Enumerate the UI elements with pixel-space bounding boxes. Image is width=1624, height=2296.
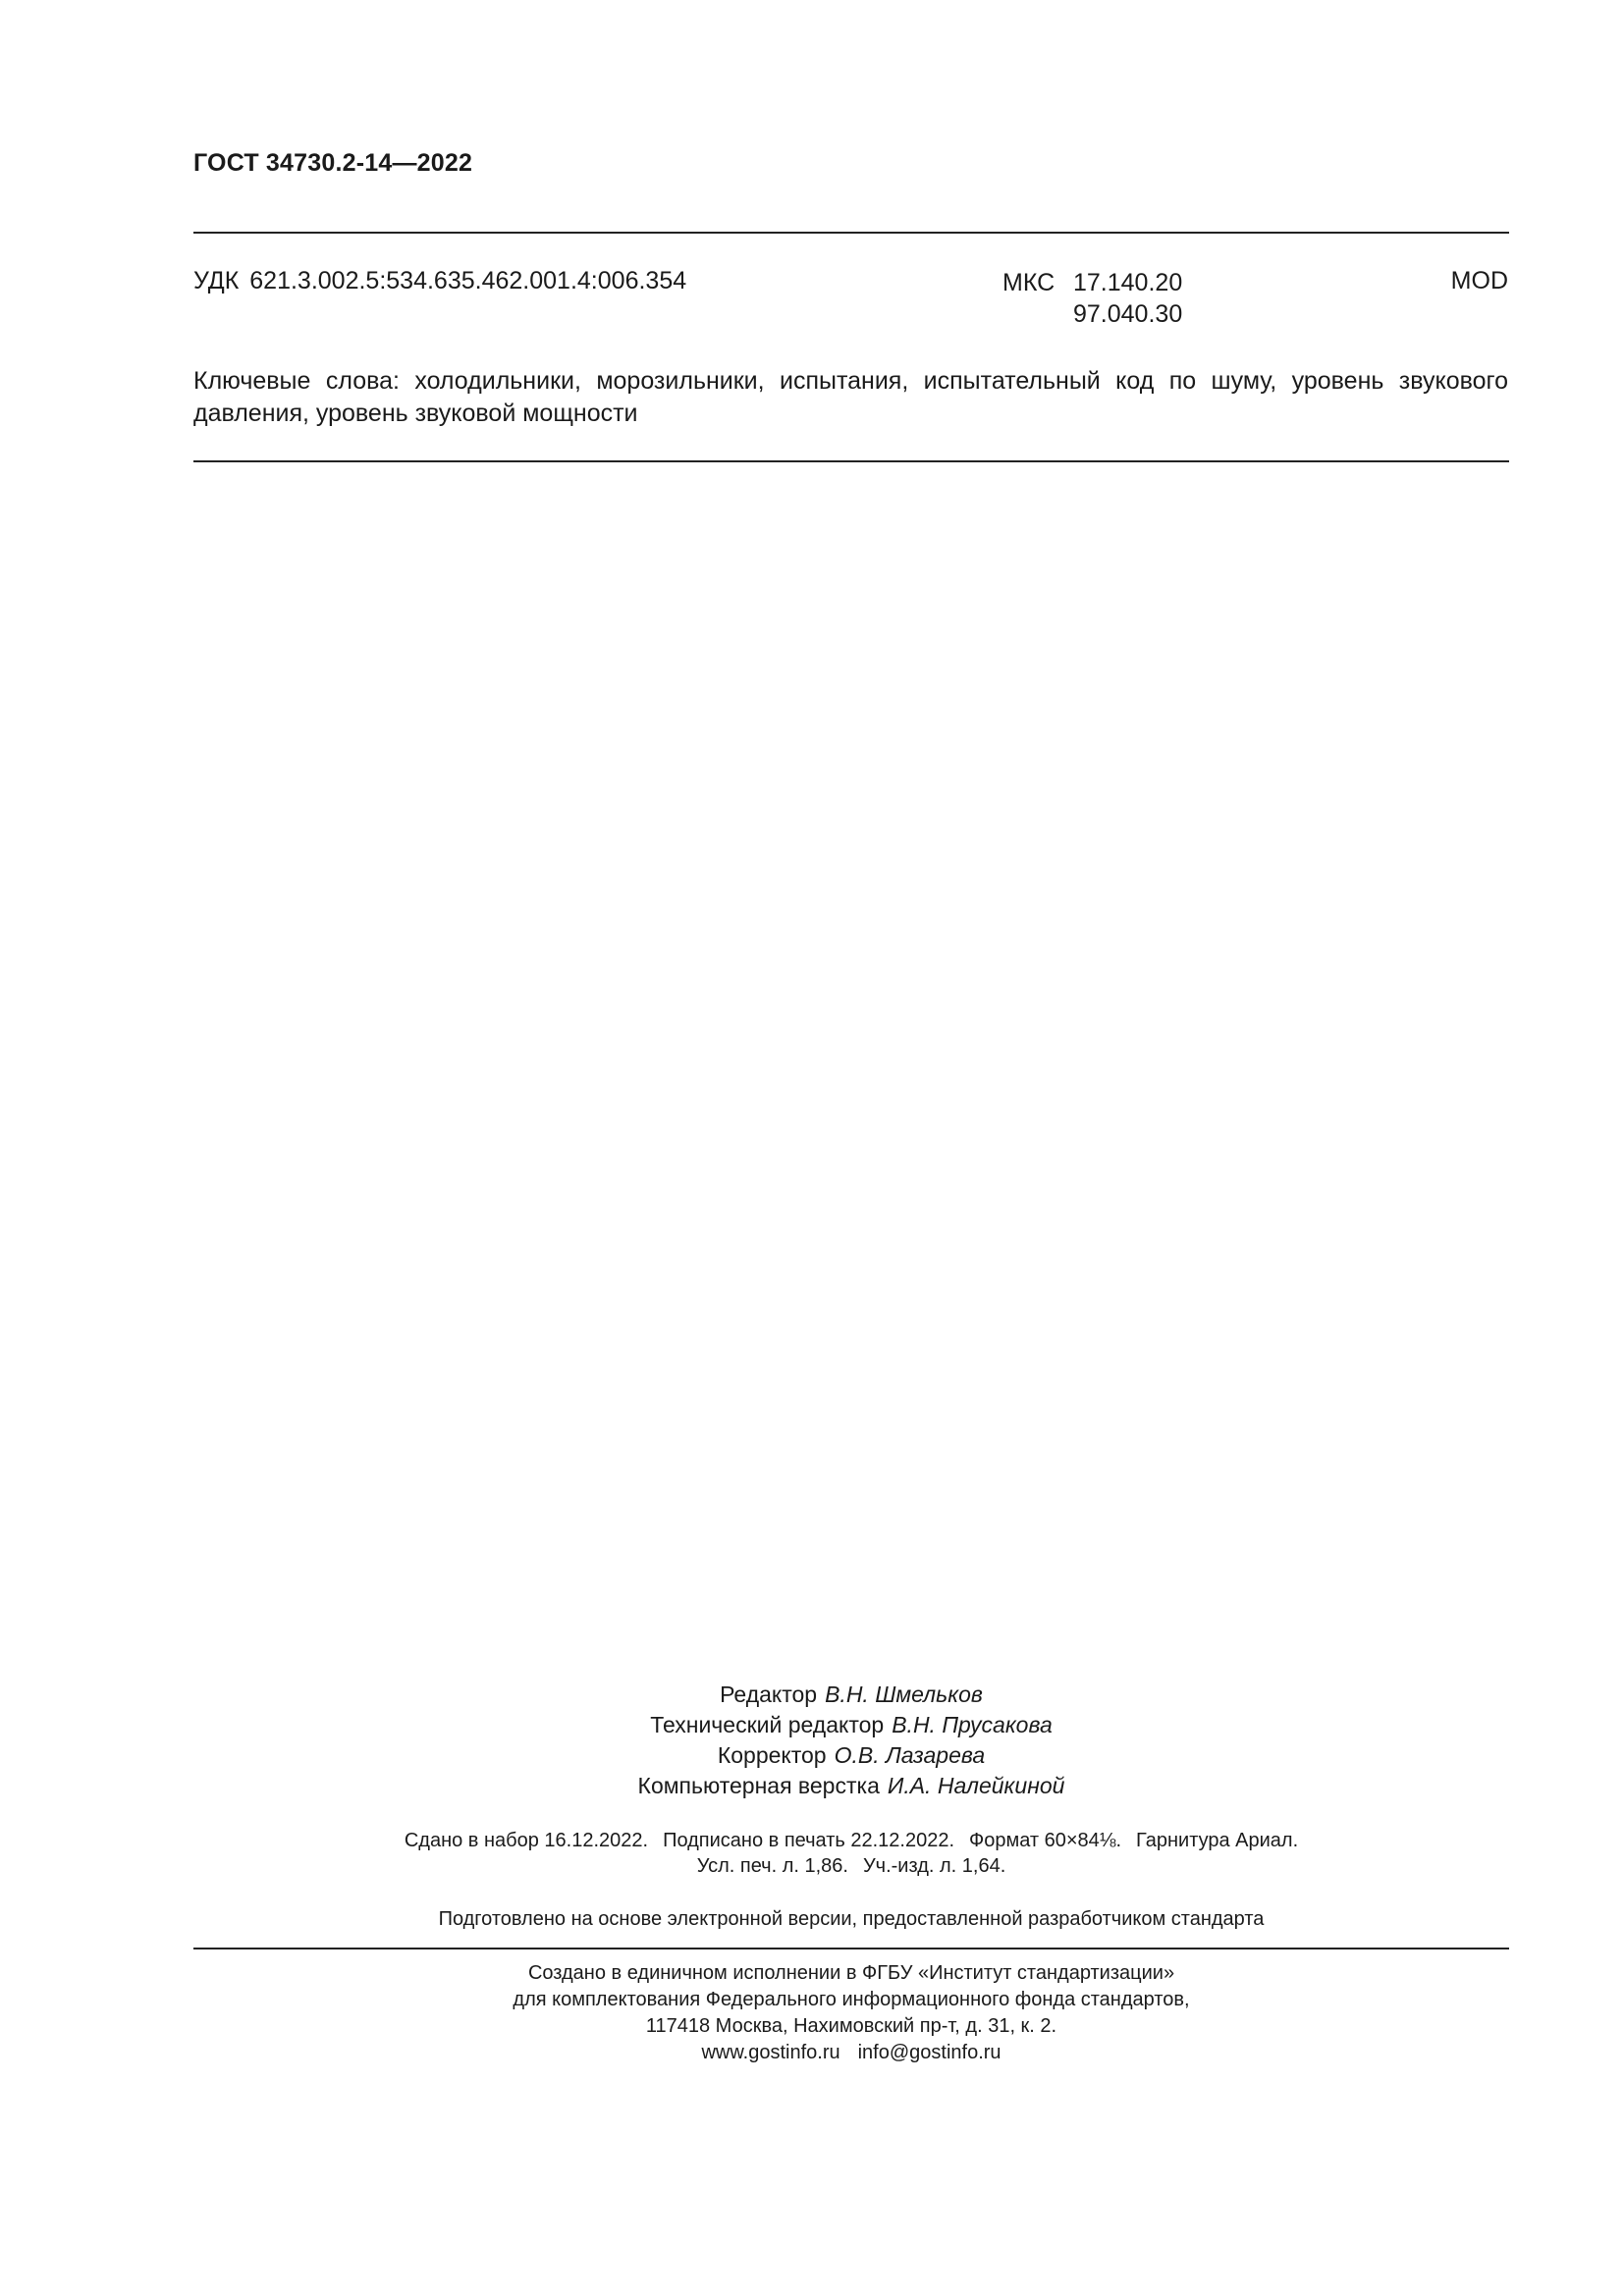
mks-label: МКС [1002,269,1056,296]
mod-label: MOD [1450,267,1508,294]
credit-line [0,1710,1624,1740]
signed-date: Подписано в печать 22.12.2022. [663,1830,955,1851]
typeset-date: Сдано в набор 16.12.2022. [404,1830,649,1851]
website-link[interactable]: www.gostinfo.ru [701,2042,840,2063]
udk-block [193,267,686,295]
credit-line [0,1680,1624,1710]
keywords-divider [193,460,1509,462]
print-info-line [0,1853,1624,1879]
credits-block [0,1680,1624,1801]
keywords-paragraph: Ключевые слова: холодильники, морозильники, испытания, испытательный код по шуму, уровень звукового давления, уровень звуковой мощности [193,367,1508,427]
prepared-note: Подготовлено на основе электронной версии, предоставленной разработчиком стандарта [438,1908,1265,1930]
publisher-block [0,1960,1624,2066]
credit-person: В.Н. Шмельков [825,1682,983,1707]
credit-line [0,1771,1624,1801]
format: Формат 60×84⅛. [969,1830,1122,1851]
publisher-address: 117418 Москва, Нахимовский пр-т, д. 31, к. 2. [645,2015,1057,2037]
credit-person: В.Н. Прусакова [892,1712,1053,1737]
credit-role: Корректор [717,1742,827,1768]
credit-person: О.В. Лазарева [834,1742,986,1768]
typeface: Гарнитура Ариал. [1136,1830,1299,1851]
email-link[interactable]: info@gostinfo.ru [857,2042,1001,2063]
publisher-line: Создано в единичном исполнении в ФГБУ «Институт стандартизации» [527,1962,1175,1984]
document-code: ГОСТ 34730.2-14—2022 [193,149,473,177]
udk-value: 621.3.002.5:534.635.462.001.4:006.354 [249,267,687,294]
mks-code: 17.140.20 [1073,269,1183,296]
mks-code: 97.040.30 [1073,300,1183,328]
mks-block [1002,267,1182,330]
credit-role: Редактор [720,1682,818,1707]
publish-sheets: Уч.-изд. л. 1,64. [862,1855,1006,1877]
publisher-contacts [0,2040,1624,2066]
credit-line [0,1740,1624,1771]
print-sheets: Усл. печ. л. 1,86. [696,1855,848,1877]
udk-label: УДК [193,267,240,294]
print-info [0,1828,1624,1879]
header-divider [193,232,1509,234]
credit-role: Компьютерная верстка [637,1773,880,1798]
credit-role: Технический редактор [650,1712,885,1737]
footer-divider [193,1948,1509,1949]
credit-person: И.А. Налейкиной [887,1773,1065,1798]
print-info-line [0,1828,1624,1853]
publisher-line: для комплектования Федерального информационного фонда стандартов, [513,1989,1190,2010]
